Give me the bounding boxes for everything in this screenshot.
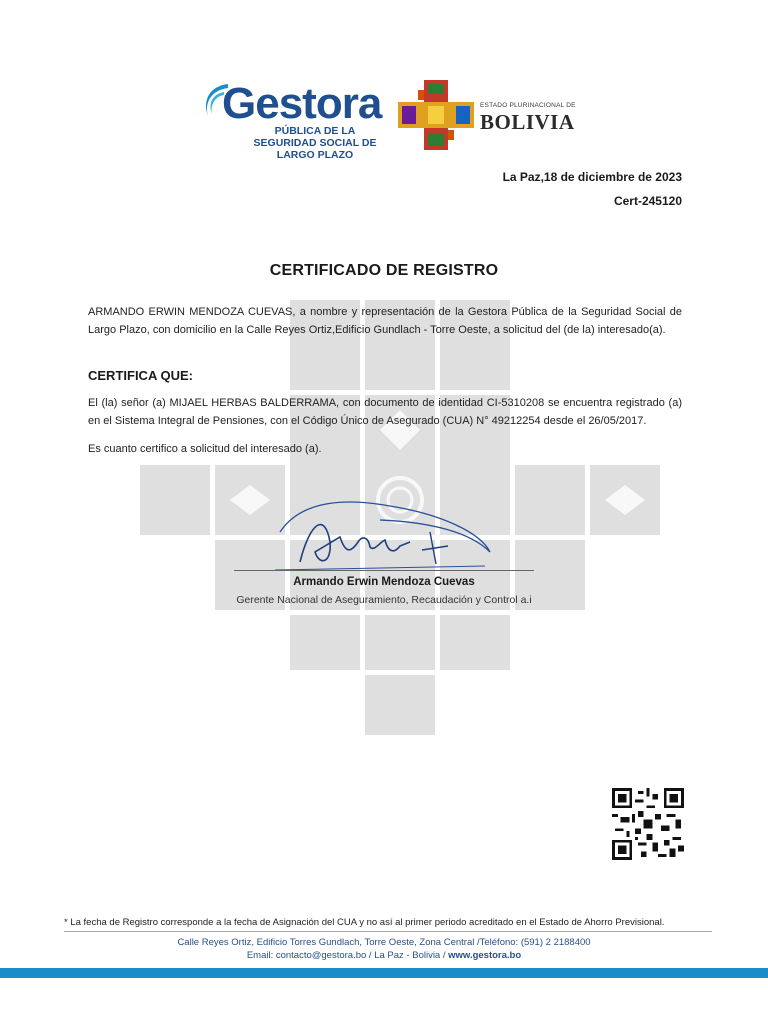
footer-email: Email: contacto@gestora.bo / La Paz - Bolivia / xyxy=(246,950,449,961)
signature-line xyxy=(234,570,534,571)
footnote: * La fecha de Registro corresponde a la fecha de Asignación del CUA y no así al primer periodo acreditado en el Estado de Ahorro Previsional. xyxy=(64,917,665,928)
footer-website-link[interactable]: www.gestora.bo xyxy=(448,950,522,961)
signatory-role: Gerente Nacional de Aseguramiento, Recaudación y Control a.i xyxy=(236,594,532,606)
bolivia-small-text: ESTADO PLURINACIONAL DE xyxy=(480,102,576,109)
intro-paragraph: ARMANDO ERWIN MENDOZA CUEVAS, a nombre y representación de la Gestora Pública de la Seguridad Social de Largo Plazo, con domicilio en la Calle Reyes Ortiz,Edificio Gundlach - Torre Oeste, a solicitud del (de la) interesado(a). xyxy=(88,306,682,336)
cert-number: Cert-245120 xyxy=(613,194,682,208)
footer-contact xyxy=(0,936,768,962)
closing-paragraph: Es cuanto certifico a solicitud del interesado (a). xyxy=(88,443,322,455)
document-title: CERTIFICADO DE REGISTRO xyxy=(269,262,499,279)
gestora-logo xyxy=(198,78,384,161)
footer-email-line xyxy=(0,949,768,962)
certifica-heading: CERTIFICA QUE: xyxy=(88,368,193,383)
bolivia-logo xyxy=(398,80,578,150)
footer-divider xyxy=(64,931,712,932)
footer-accent-bar xyxy=(0,968,768,978)
date-line: La Paz,18 de diciembre de 2023 xyxy=(502,170,682,184)
footer-address: Calle Reyes Ortiz, Edificio Torres Gundlach, Torre Oeste, Zona Central /Teléfono: (591) 2 2188400 xyxy=(177,937,591,948)
handwritten-signature xyxy=(270,492,510,582)
bolivia-name: BOLIVIA xyxy=(480,110,575,134)
qr-code xyxy=(612,788,684,860)
bolivia-emblem-icon xyxy=(398,80,474,150)
signatory-name: Armando Erwin Mendoza Cuevas xyxy=(293,576,475,588)
gestora-wordmark: Gestora xyxy=(222,79,382,128)
gestora-subtitle: PÚBLICA DE LA SEGURIDAD SOCIAL DE LARGO PLAZO xyxy=(253,125,377,161)
certifica-paragraph: El (la) señor (a) MIJAEL HERBAS BALDERRAMA, con documento de identidad CI-5310208 se encuentra registrado (a) en el Sistema Integral de Pensiones, con el Código Único de Asegurado (CUA) N° 49212254 desde el 26/05/2017. xyxy=(88,397,682,427)
